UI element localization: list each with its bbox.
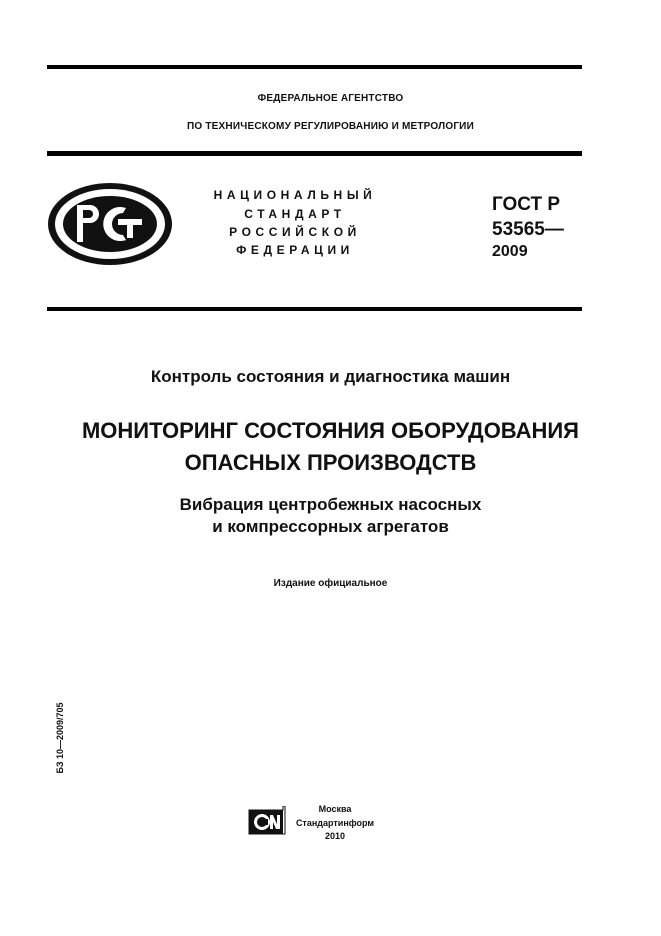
agency-name-line2: ПО ТЕХНИЧЕСКОМУ РЕГУЛИРОВАНИЮ И МЕТРОЛОГИИ (187, 121, 474, 132)
subtitle-line2: и компрессорных агрегатов (212, 517, 449, 536)
rst-certification-logo-icon (46, 181, 174, 267)
agency-bottom-rule (47, 151, 582, 156)
gost-year: 2009 (492, 243, 528, 260)
series-title: Контроль состояния и диагностика машин (150, 367, 511, 386)
publisher-year: 2010 (324, 831, 346, 841)
subtitle-line1: Вибрация центробежных насосных (179, 495, 482, 514)
agency-name-line1: ФЕДЕРАЛЬНОЕ АГЕНТСТВО (257, 93, 404, 104)
publisher-city: Москва (318, 804, 352, 814)
standard-label-line1: НАЦИОНАЛЬНЫЙ (213, 188, 377, 202)
side-code-text: БЗ 10—2009/705 (55, 701, 65, 774)
standard-label-line2: СТАНДАРТ (244, 207, 346, 221)
standard-label-line3: РОССИЙСКОЙ (229, 225, 361, 239)
edition-label: Издание официальное (273, 578, 388, 589)
gost-label: ГОСТ Р (492, 194, 561, 215)
standartinform-logo-icon (247, 806, 287, 836)
gost-designation (492, 192, 564, 242)
main-title-line2: ОПАСНЫХ ПРОИЗВОДСТВ (184, 450, 477, 475)
standard-bottom-rule (47, 307, 582, 311)
top-rule (47, 65, 582, 69)
side-code (55, 690, 65, 785)
standard-label-line4: ФЕДЕРАЦИИ (236, 243, 354, 257)
gost-number: 53565— (492, 219, 564, 240)
main-title-line1: МОНИТОРИНГ СОСТОЯНИЯ ОБОРУДОВАНИЯ (81, 418, 579, 443)
publisher-name: Стандартинформ (295, 818, 375, 828)
